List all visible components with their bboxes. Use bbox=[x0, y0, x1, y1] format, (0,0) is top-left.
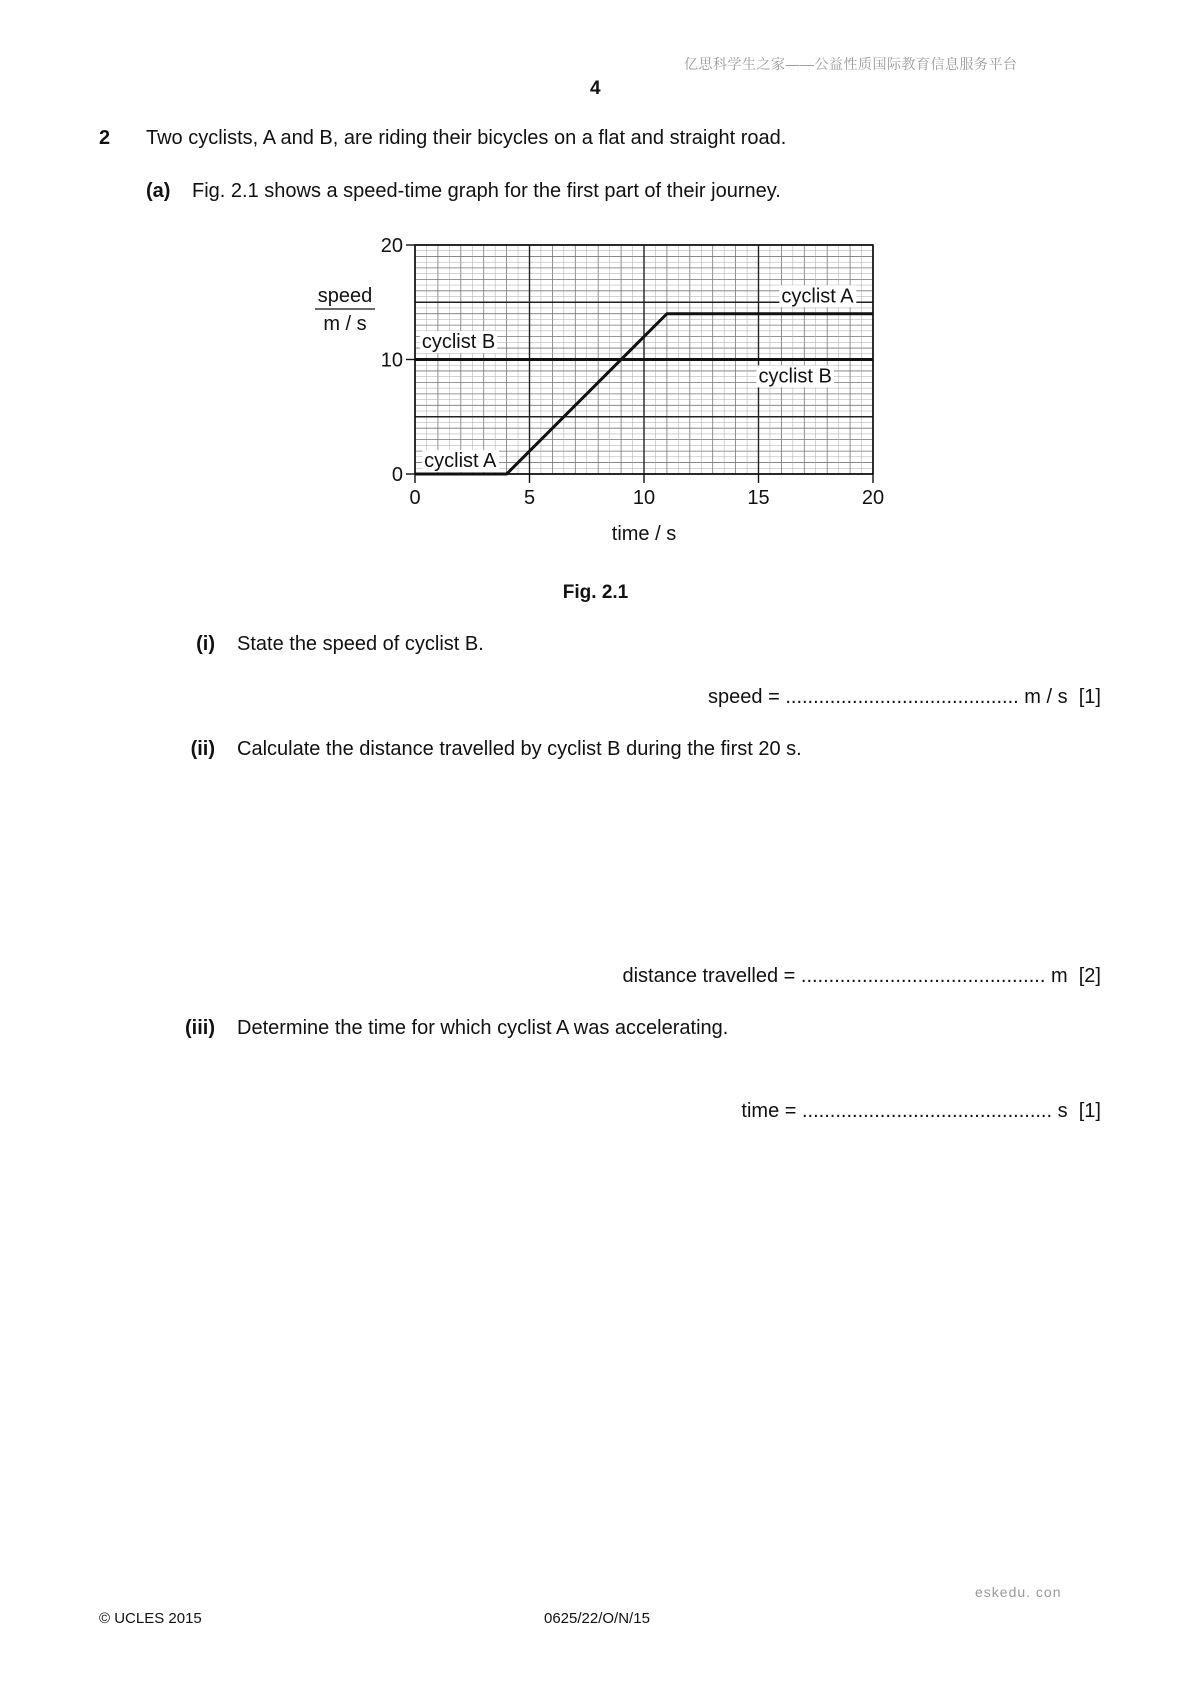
answer-unit: s bbox=[1057, 1100, 1068, 1122]
footer-site-watermark: eskedu. con bbox=[975, 1584, 1062, 1600]
marks: [1] bbox=[1078, 1100, 1101, 1122]
answer-line-time[interactable] bbox=[741, 1100, 1101, 1123]
x-tick-label: 0 bbox=[409, 487, 421, 509]
y-tick-label: 0 bbox=[391, 464, 403, 486]
part-a-text: Fig. 2.1 shows a speed-time graph for the first part of their journey. bbox=[192, 180, 781, 202]
y-axis-label-top: speed bbox=[317, 285, 373, 307]
series-annotation: cyclist A bbox=[424, 450, 497, 473]
answer-line-speed[interactable] bbox=[708, 686, 1101, 709]
answer-dots: .......................................... bbox=[785, 686, 1019, 708]
subpart-ii-text: Calculate the distance travelled by cyclist B during the first 20 s. bbox=[237, 738, 802, 760]
answer-unit: m / s bbox=[1024, 686, 1068, 708]
figure-caption: Fig. 2.1 bbox=[562, 582, 629, 603]
subpart-iii-label: (iii) bbox=[185, 1017, 215, 1039]
y-tick-label: 10 bbox=[380, 349, 403, 372]
question-number: 2 bbox=[99, 127, 111, 149]
answer-prefix: speed = bbox=[708, 686, 786, 708]
series-annotation: cyclist B bbox=[758, 365, 832, 388]
answer-dots: ............................................ bbox=[800, 965, 1046, 987]
subpart-i-label: (i) bbox=[196, 633, 215, 655]
series-annotation: cyclist B bbox=[421, 331, 496, 354]
y-axis-label-bottom: m / s bbox=[323, 313, 367, 335]
answer-dots: ............................................. bbox=[802, 1100, 1053, 1122]
footer-copyright: © UCLES 2015 bbox=[99, 1610, 202, 1627]
page-number: 4 bbox=[590, 78, 601, 99]
header-watermark: 亿思科学生之家——公益性质国际教育信息服务平台 bbox=[684, 56, 1018, 72]
subpart-iii-text: Determine the time for which cyclist A was accelerating. bbox=[237, 1017, 729, 1039]
x-axis-label: time / s bbox=[611, 523, 677, 545]
answer-prefix: time = bbox=[741, 1100, 802, 1122]
marks: [1] bbox=[1078, 686, 1101, 708]
footer-paper-code: 0625/22/O/N/15 bbox=[544, 1610, 650, 1627]
y-tick-label: 20 bbox=[380, 235, 403, 257]
series-annotation: cyclist A bbox=[781, 285, 854, 308]
question-stem: Two cyclists, A and B, are riding their bicycles on a flat and straight road. bbox=[146, 127, 787, 149]
speed-time-graph bbox=[0, 0, 1191, 560]
answer-line-distance[interactable] bbox=[622, 965, 1101, 988]
part-a-label: (a) bbox=[146, 180, 171, 202]
x-tick-label: 15 bbox=[747, 487, 770, 509]
answer-unit: m bbox=[1050, 965, 1068, 987]
x-tick-label: 5 bbox=[523, 487, 536, 509]
marks: [2] bbox=[1078, 965, 1101, 987]
subpart-ii-label: (ii) bbox=[190, 738, 215, 760]
x-tick-label: 10 bbox=[632, 487, 656, 509]
x-tick-label: 20 bbox=[861, 487, 885, 509]
answer-prefix: distance travelled = bbox=[622, 965, 801, 987]
subpart-i-text: State the speed of cyclist B. bbox=[237, 633, 484, 655]
